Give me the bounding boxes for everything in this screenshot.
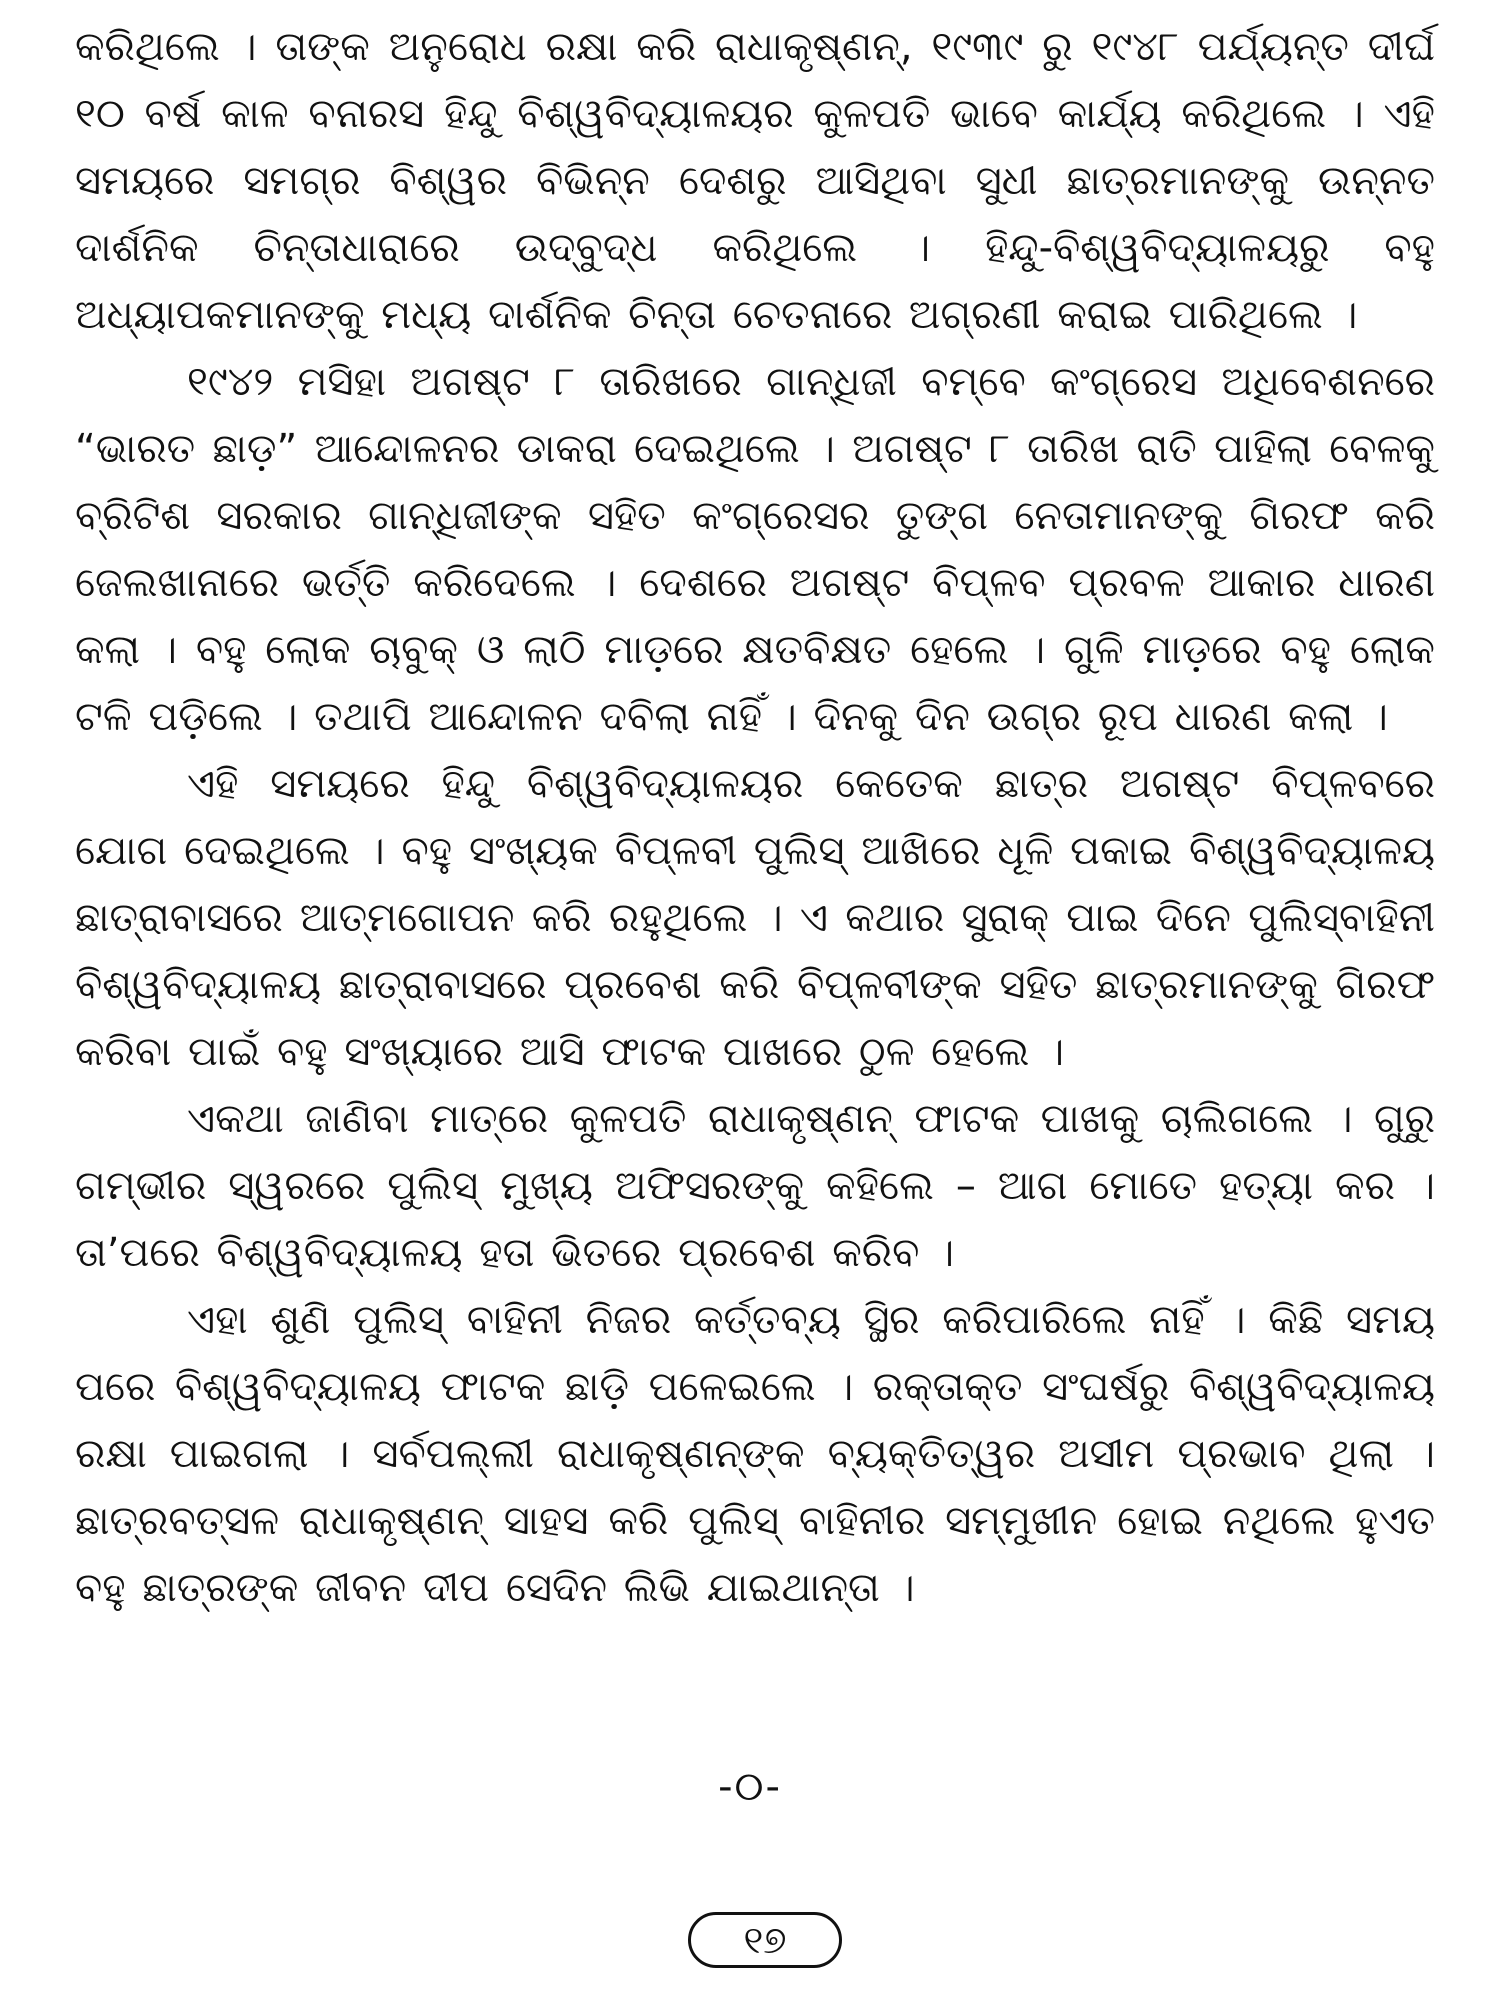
paragraph-students-revolution: ଏହି ସମୟରେ ହିନ୍ଦୁ ବିଶ୍ୱବିଦ୍ୟାଳୟର କେତେକ ଛାତ୍ର ଅଗଷ୍ଟ ବିପ୍ଳବରେ ଯୋଗ ଦେଇଥିଲେ । ବହୁ ସଂଖ୍ୟକ ବିପ୍ଳବୀ ପୁଲିସ୍ ଆଖିରେ ଧୂଳି ପକାଇ ବିଶ୍ୱବିଦ୍ୟାଳୟ ଛାତ୍ରାବାସରେ ଆତ୍ମଗୋପନ କରି ରହୁଥିଲେ । ଏ କଥାର ସୁରାକ୍ ପାଇ ଦିନେ ପୁଲିସ୍‌ବାହିନୀ ବିଶ୍ୱବିଦ୍ୟାଳୟ ଛାତ୍ରାବାସରେ ପ୍ରବେଶ କରି ବିପ୍ଳବୀଙ୍କ ସହିତ ଛାତ୍ରମାନଙ୍କୁ ଗିରଫ କରିବା ପାଇଁ ବହୁ ସଂଖ୍ୟାରେ ଆସି ଫାଟକ ପାଖରେ ଠୁଳ ହେଲେ । xyxy=(75,761,1435,1075)
paragraph-vice-chancellor: ଏକଥା ଜାଣିବା ମାତ୍ରେ କୁଳପତି ରାଧାକୃଷ୍ଣନ୍ ଫାଟକ ପାଖକୁ ଚାଲିଗଲେ । ଗୁରୁ ଗମ୍ଭୀର ସ୍ୱରରେ ପୁଲିସ୍ ମୁଖ୍ୟ ଅଫିସରଙ୍କୁ କହିଲେ – ଆଗ ମୋତେ ହତ୍ୟା କର । ତା’ପରେ ବିଶ୍ୱବିଦ୍ୟାଳୟ ହତା ଭିତରେ ପ୍ରବେଶ କରିବ । xyxy=(75,1096,1435,1276)
section-separator: -୦- xyxy=(718,1764,782,1810)
paragraph-police-retreat: ଏହା ଶୁଣି ପୁଲିସ୍ ବାହିନୀ ନିଜର କର୍ତ୍ତବ୍ୟ ସ୍ଥିର କରିପାରିଲେ ନାହିଁ । କିଛି ସମୟ ପରେ ବିଶ୍ୱବିଦ୍ୟାଳୟ ଫାଟକ ଛାଡ଼ି ପଳେଇଲେ । ରକ୍ତାକ୍ତ ସଂଘର୍ଷରୁ ବିଶ୍ୱବିଦ୍ୟାଳୟ ରକ୍ଷା ପାଇଗଲା । ସର୍ବପଲ୍ଲୀ ରାଧାକୃଷ୍ଣନ୍‌ଙ୍କ ବ୍ୟକ୍ତିତ୍ୱର ଅସୀମ ପ୍ରଭାବ ଥିଲା । ଛାତ୍ରବତ୍ସଳ ରାଧାକୃଷ୍ଣନ୍ ସାହସ କରି ପୁଲିସ୍ ବାହିନୀର ସମ୍ମୁଖୀନ ହୋଇ ନଥିଲେ ହୁଏତ ବହୁ ଛାତ୍ରଙ୍କ ଜୀବନ ଦୀପ ସେଦିନ ଲିଭି ଯାଇଥାନ୍ତା । xyxy=(75,1297,1435,1611)
paragraph-quit-india: ୧୯୪୨ ମସିହା ଅଗଷ୍ଟ ୮ ତାରିଖରେ ଗାନ୍ଧିଜୀ ବମ୍ବେ କଂଗ୍ରେସ ଅଧିବେଶନରେ “ଭାରତ ଛାଡ଼” ଆନ୍ଦୋଳନର ଡାକରା ଦେଇଥିଲେ । ଅଗଷ୍ଟ ୮ ତାରିଖ ରାତି ପାହିଲା ବେଳକୁ ବ୍ରିଟିଶ ସରକାର ଗାନ୍ଧିଜୀଙ୍କ ସହିତ କଂଗ୍ରେସର ତୁଙ୍ଗ ନେତାମାନଙ୍କୁ ଗିରଫ କରି ଜେଲଖାନାରେ ଭର୍ତ୍ତି କରିଦେଲେ । ଦେଶରେ ଅଗଷ୍ଟ ବିପ୍ଳବ ପ୍ରବଳ ଆକାର ଧାରଣ କଲା । ବହୁ ଲୋକ ଚାବୁକ୍ ଓ ଲାଠି ମାଡ଼ରେ କ୍ଷତବିକ୍ଷତ ହେଲେ । ଗୁଳି ମାଡ଼ରେ ବହୁ ଲୋକ ଟଳି ପଡ଼ିଲେ । ତଥାପି ଆନ୍ଦୋଳନ ଦବିଲା ନାହିଁ । ଦିନକୁ ଦିନ ଉଗ୍ର ରୂପ ଧାରଣ କଲା । xyxy=(75,359,1435,740)
body-text xyxy=(75,14,1435,1622)
page-number: ୧୭ xyxy=(688,1912,842,1968)
paragraph-continuation: କରିଥିଲେ । ତାଙ୍କ ଅନୁରୋଧ ରକ୍ଷା କରି ରାଧାକୃଷ୍ଣନ୍, ୧୯୩୯ ରୁ ୧୯୪୮ ପର୍ଯ୍ୟନ୍ତ ଦୀର୍ଘ ୧୦ ବର୍ଷ କାଳ ବନାରସ ହିନ୍ଦୁ ବିଶ୍ୱବିଦ୍ୟାଳୟର କୁଳପତି ଭାବେ କାର୍ଯ୍ୟ କରିଥିଲେ । ଏହି ସମୟରେ ସମଗ୍ର ବିଶ୍ୱର ବିଭିନ୍ନ ଦେଶରୁ ଆସିଥିବା ସୁଧୀ ଛାତ୍ରମାନଙ୍କୁ ଉନ୍ନତ ଦାର୍ଶନିକ ଚିନ୍ତାଧାରାରେ ଉଦ୍‌ବୁଦ୍ଧ କରିଥିଲେ । ହିନ୍ଦୁ-ବିଶ୍ୱବିଦ୍ୟାଳୟରୁ ବହୁ ଅଧ୍ୟାପକମାନଙ୍କୁ ମଧ୍ୟ ଦାର୍ଶନିକ ଚିନ୍ତା ଚେତନାରେ ଅଗ୍ରଣୀ କରାଇ ପାରିଥିଲେ । xyxy=(75,24,1435,338)
